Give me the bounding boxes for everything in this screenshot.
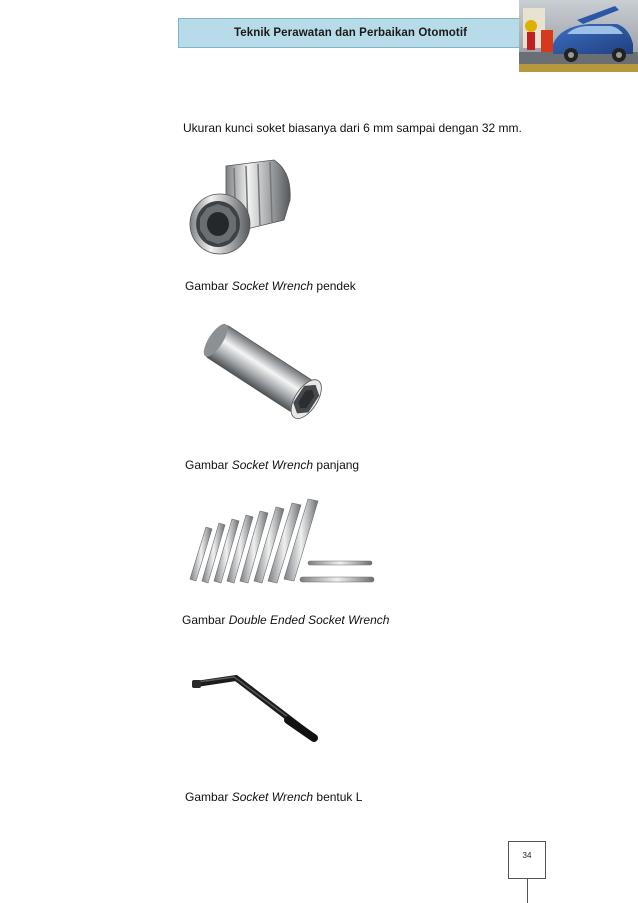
header-bar <box>178 18 523 48</box>
short-socket-wrench-image <box>186 156 298 260</box>
page-number: 34 <box>522 851 532 860</box>
double-ended-socket-wrench-image <box>182 497 378 589</box>
figure-caption: Gambar Socket Wrench pendek <box>185 279 356 293</box>
page-number-line <box>527 879 528 903</box>
l-shaped-socket-wrench-image <box>190 672 324 744</box>
header-title: Teknik Perawatan dan Perbaikan Otomotif <box>233 27 468 39</box>
intro-text: Ukuran kunci soket biasanya dari 6 mm sampai dengan 32 mm. <box>183 121 522 135</box>
figure-caption: Gambar Double Ended Socket Wrench <box>182 613 390 627</box>
page-number-box <box>508 841 546 879</box>
figure-caption: Gambar Socket Wrench panjang <box>185 458 360 472</box>
figure-caption: Gambar Socket Wrench bentuk L <box>185 790 363 804</box>
long-socket-wrench-image <box>196 318 336 428</box>
workshop-photo <box>519 0 638 72</box>
